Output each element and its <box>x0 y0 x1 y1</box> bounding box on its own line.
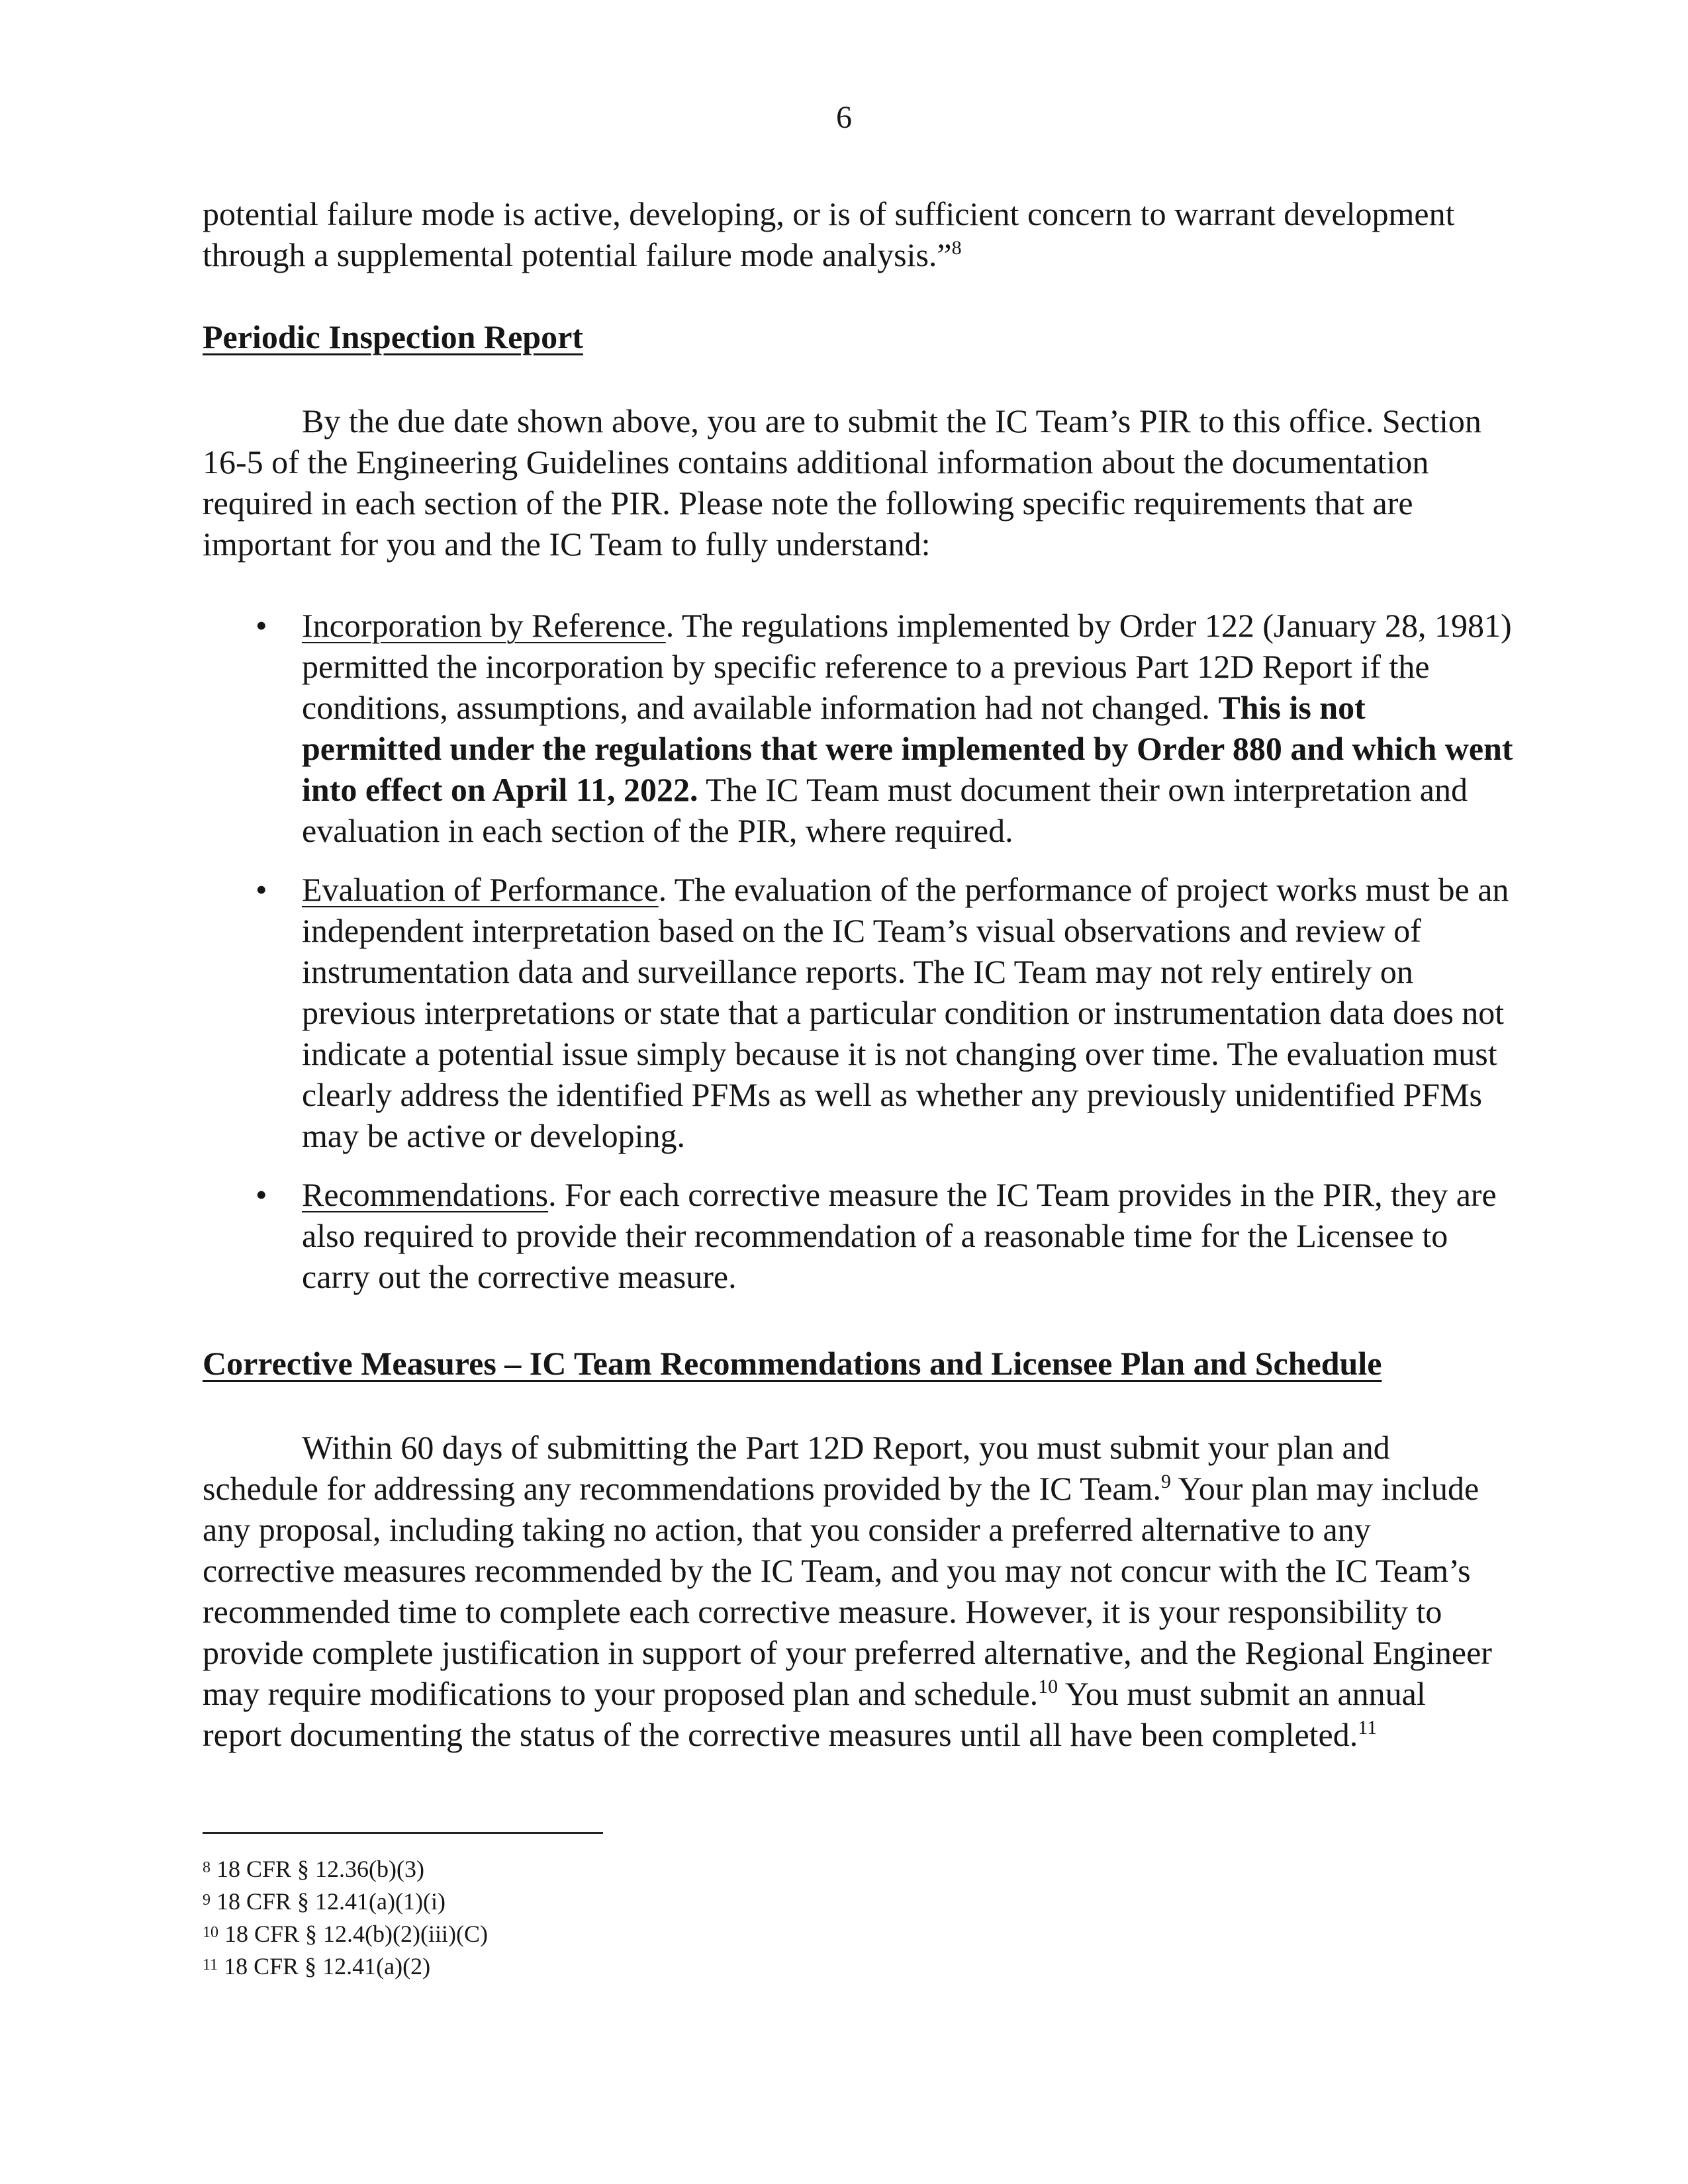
footnote-text: 18 CFR § 12.4(b)(2)(iii)(C) <box>224 1921 488 1947</box>
bullet-title-evaluation: Evaluation of Performance <box>302 871 659 908</box>
pir-section-heading: Periodic Inspection Report <box>203 318 583 355</box>
footnote-ref-9[interactable]: 9 <box>1160 1471 1171 1492</box>
footnote-item <box>203 1918 1129 1950</box>
footnote-item <box>203 1853 1129 1886</box>
footnote-ref-10[interactable]: 10 <box>1038 1676 1058 1698</box>
footnote-number: 9 <box>203 1891 211 1909</box>
pir-heading-block <box>203 316 1500 357</box>
footnote-number: 10 <box>203 1924 218 1941</box>
bullet-icon: • <box>256 1176 267 1213</box>
footnote-item <box>203 1886 1129 1918</box>
bullet-text: . For each corrective measure the IC Team provides in the PIR, they are also required to provide their recommendation of a reasonable time for the Licensee to carry out the corrective measure. <box>302 1176 1497 1295</box>
pir-requirements-list <box>203 605 1513 1315</box>
pir-intro-paragraph: By the due date shown above, you are to submit the IC Team’s PIR to this office. Section 16-5 of the Engineering Guidelines contains additional information about the documentation required in each section of the PIR. Please note the following specific requirements that are important for you and the IC Team to fully understand: <box>203 402 1481 563</box>
footnote-text: 18 CFR § 12.36(b)(3) <box>216 1856 424 1882</box>
list-item <box>203 869 1513 1156</box>
list-item <box>203 1174 1513 1297</box>
corrective-text-2: Your plan may include any proposal, including taking no action, that you consider a preferred alternative to any corrective measures recommended by the IC Team, and you may not concur with the IC Team’s recommended time to complete each corrective measure. However, it is your responsibility to provide complete justification in support of your preferred alternative, and the Regional Engineer may require modifications to your proposed plan and schedule. <box>203 1470 1492 1712</box>
footnote-text: 18 CFR § 12.41(a)(1)(i) <box>216 1888 445 1915</box>
footnote-ref-8[interactable]: 8 <box>951 237 962 259</box>
footnote-number: 11 <box>203 1956 218 1974</box>
bullet-text-continued: The IC Team must document their own interpretation and evaluation in each section of the PIR, where required. <box>302 771 1468 849</box>
footnote-divider <box>203 1832 603 1834</box>
corrective-text-1: Within 60 days of submitting the Part 12D Report, you must submit your plan and schedule for addressing any recommendations provided by the IC Team. <box>203 1429 1390 1507</box>
bullet-icon: • <box>256 607 267 644</box>
corrective-heading-block <box>203 1343 1500 1384</box>
bullet-title-recommendations: Recommendations <box>302 1176 549 1213</box>
footnote-ref-11[interactable]: 11 <box>1358 1717 1378 1739</box>
footnotes <box>203 1853 1129 1983</box>
footnote-item <box>203 1950 1129 1983</box>
continuation-paragraph <box>203 193 1500 275</box>
continuation-text: potential failure mode is active, developing, or is of sufficient concern to warrant development through a supplemental potential failure mode analysis.” <box>203 195 1455 273</box>
bullet-text: . The evaluation of the performance of project works must be an independent interpretation based on the IC Team’s visual observations and review of instrumentation data and surveillance reports. The IC Team may not rely entirely on previous interpretations or state that a particular condition or instrumentation data does not indicate a potential issue simply because it is not changing over time. The evaluation must clearly address the identified PFMs as well as whether any previously unidentified PFMs may be active or developing. <box>302 871 1509 1154</box>
list-item <box>203 605 1513 851</box>
corrective-paragraph-block <box>203 1427 1500 1755</box>
corrective-paragraph <box>203 1427 1500 1755</box>
corrective-text-3: You must submit an annual report documenting the status of the corrective measures until all have been completed. <box>203 1675 1426 1753</box>
corrective-section-heading: Corrective Measures – IC Team Recommendations and Licensee Plan and Schedule <box>203 1345 1382 1382</box>
bullet-icon: • <box>256 871 267 908</box>
page-number: 6 <box>836 100 852 135</box>
pir-paragraph-block <box>203 400 1500 565</box>
bullet-text: . The regulations implemented by Order 122 (January 28, 1981) permitted the incorporation by specific reference to a previous Part 12D Report if the conditions, assumptions, and available information had not changed. <box>302 607 1512 726</box>
footnote-text: 18 CFR § 12.41(a)(2) <box>224 1953 431 1979</box>
bullet-title-incorporation: Incorporation by Reference <box>302 607 666 644</box>
bullet-bold-text: This is not permitted under the regulations that were implemented by Order 880 and which went into effect on April 11, 2022. <box>302 689 1513 808</box>
footnote-number: 8 <box>203 1859 211 1876</box>
